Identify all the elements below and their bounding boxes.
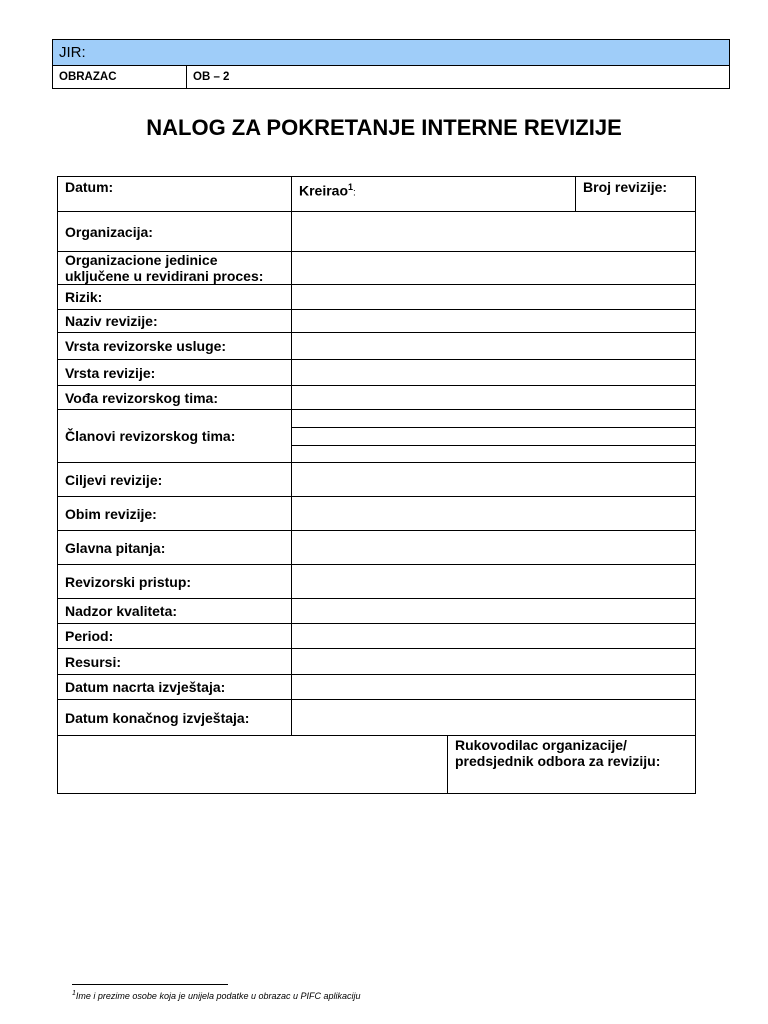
quality-control-label: Nadzor kvaliteta: [58, 599, 292, 624]
signature-label-line2: predsjednik odbora za reviziju: [455, 753, 661, 769]
team-lead-value[interactable] [292, 386, 696, 410]
org-units-label [58, 252, 292, 285]
created-by-label: Kreirao [299, 182, 349, 199]
service-type-value[interactable] [292, 333, 696, 360]
signature-cell[interactable] [448, 736, 696, 794]
service-type-label: Vrsta revizorske usluge: [58, 333, 292, 360]
risk-label: Rizik: [58, 285, 292, 310]
organization-value[interactable] [292, 212, 696, 252]
team-members-label: Članovi revizorskog tima: [58, 410, 292, 463]
created-by-colon: : [353, 187, 356, 199]
main-questions-value[interactable] [292, 531, 696, 565]
footnote-divider [72, 984, 228, 985]
date-label: Datum: [58, 177, 292, 212]
draft-report-date-value[interactable] [292, 675, 696, 700]
audit-name-value[interactable] [292, 310, 696, 333]
signature-label-line1: Rukovodilac organizacije/ [455, 737, 627, 753]
audit-order-form [57, 176, 696, 794]
team-member-row[interactable] [292, 410, 695, 428]
objectives-value[interactable] [292, 463, 696, 497]
team-members-values [292, 410, 696, 463]
team-member-row[interactable] [292, 428, 695, 446]
quality-control-value[interactable] [292, 599, 696, 624]
org-units-value[interactable] [292, 252, 696, 285]
period-label: Period: [58, 624, 292, 649]
form-label: OBRAZAC [53, 66, 187, 89]
team-lead-label: Vođa revizorskog tima: [58, 386, 292, 410]
created-by-cell[interactable] [292, 177, 576, 212]
draft-report-date-label: Datum nacrta izvještaja: [58, 675, 292, 700]
form-header [52, 39, 730, 89]
signature-left-cell[interactable] [58, 736, 448, 794]
final-report-date-value[interactable] [292, 700, 696, 736]
jir-label: JIR: [59, 44, 86, 61]
scope-value[interactable] [292, 497, 696, 531]
page-title: NALOG ZA POKRETANJE INTERNE REVIZIJE [146, 115, 622, 140]
org-units-label-line2: uključene u revidirani proces: [65, 268, 264, 284]
organization-label: Organizacija: [58, 212, 292, 252]
footnote-ref: 1 [348, 182, 354, 192]
team-member-row[interactable] [292, 446, 695, 462]
final-report-date-label: Datum konačnog izvještaja: [58, 700, 292, 736]
approach-value[interactable] [292, 565, 696, 599]
resources-label: Resursi: [58, 649, 292, 675]
audit-name-label: Naziv revizije: [58, 310, 292, 333]
resources-value[interactable] [292, 649, 696, 675]
audit-type-label: Vrsta revizije: [58, 360, 292, 386]
approach-label: Revizorski pristup: [58, 565, 292, 599]
jir-field [53, 40, 730, 66]
audit-type-value[interactable] [292, 360, 696, 386]
risk-value[interactable] [292, 285, 696, 310]
footnote-text: Ime i prezime osobe koja je unijela podatke u obrazac u PIFC aplikaciju [75, 991, 361, 1001]
audit-number-label: Broj revizije: [576, 177, 696, 212]
footnote [72, 990, 361, 1001]
main-questions-label: Glavna pitanja: [58, 531, 292, 565]
period-value[interactable] [292, 624, 696, 649]
scope-label: Obim revizije: [58, 497, 292, 531]
objectives-label: Ciljevi revizije: [58, 463, 292, 497]
form-code: OB – 2 [187, 66, 730, 89]
org-units-label-line1: Organizacione jedinice [65, 252, 218, 268]
footnote-mark: 1 [72, 990, 76, 997]
